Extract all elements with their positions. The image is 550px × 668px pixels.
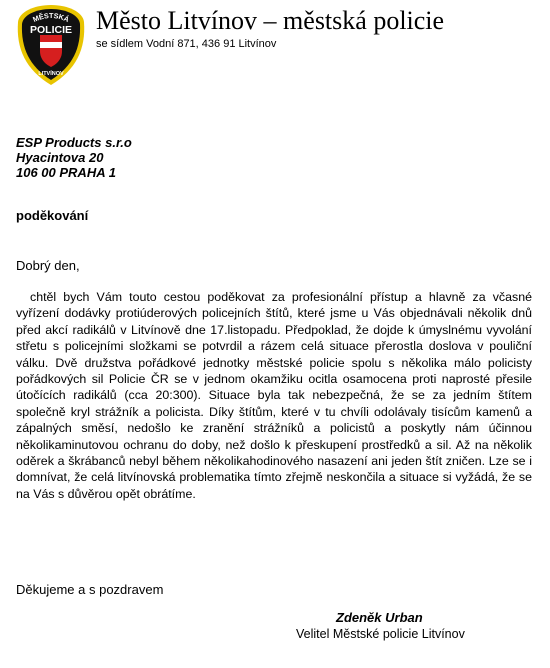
letter-greeting: Dobrý den, bbox=[16, 258, 80, 273]
recipient-street: Hyacintova 20 bbox=[16, 150, 104, 165]
recipient-address-block bbox=[16, 135, 132, 180]
police-badge-icon bbox=[16, 4, 86, 86]
signer-name: Zdeněk Urban bbox=[336, 610, 423, 625]
letter-closing: Děkujeme a s pozdravem bbox=[16, 582, 164, 597]
organization-title: Město Litvínov – městská policie bbox=[96, 6, 445, 35]
letter-body: chtěl bych Vám touto cestou poděkovat za profesionální přístup a hlavně za včasné vyřízení dodávky protiúderových policejních štítů, které jsme u Vás objednávali několik dnů před akcí radikálů v Litvínově dne 17.listopadu. Předpoklad, že dojde k úmyslnému vyvolání střetu s policejními složkami se potvrdil a rázem celá situace přerostla doslova v pouliční válku. Dvě družstva pořádkové jednotky městské policie spolu s několika málo policisty pořádkových sil Policie ČR se v jednom okamžiku ocitla osamocena proti naprosté přesile útočících radikálů (cca 20:300). Situace byla tak nebezpečná, že se za jedním štítem společně kryl strážník a policista. Díky štítům, které v tu chvíli odolávaly tisícům kamenů a zápalných směsí, nedošlo ke zranění strážníků a policistů a poskytly nám účinnou několikaminutovou ochranu do doby, než došlo k přeskupení prostředků a sil. Až na několik oděrek a škrábanců nebyl během několikahodinového nasazení ani jeden štít zničen. Lze se i domnívat, že celá litvínovská problematika tímto zřejmě neskončila a situace si vyžádá, že se na Vás s důvěrou opět obrátíme. bbox=[16, 290, 532, 501]
letter-subject: poděkování bbox=[16, 208, 89, 223]
badge-bottom-text: LITVÍNOV bbox=[38, 71, 64, 77]
recipient-city: 106 00 PRAHA 1 bbox=[16, 165, 116, 180]
badge-main-text: POLICIE bbox=[29, 24, 73, 36]
badge-top-text: MĚSTSKÁ bbox=[31, 10, 71, 25]
recipient-company: ESP Products s.r.o bbox=[16, 135, 132, 150]
badge-shield-band bbox=[40, 42, 62, 48]
signer-title: Velitel Městské policie Litvínov bbox=[296, 627, 465, 641]
organization-address: se sídlem Vodní 871, 436 91 Litvínov bbox=[96, 38, 277, 50]
